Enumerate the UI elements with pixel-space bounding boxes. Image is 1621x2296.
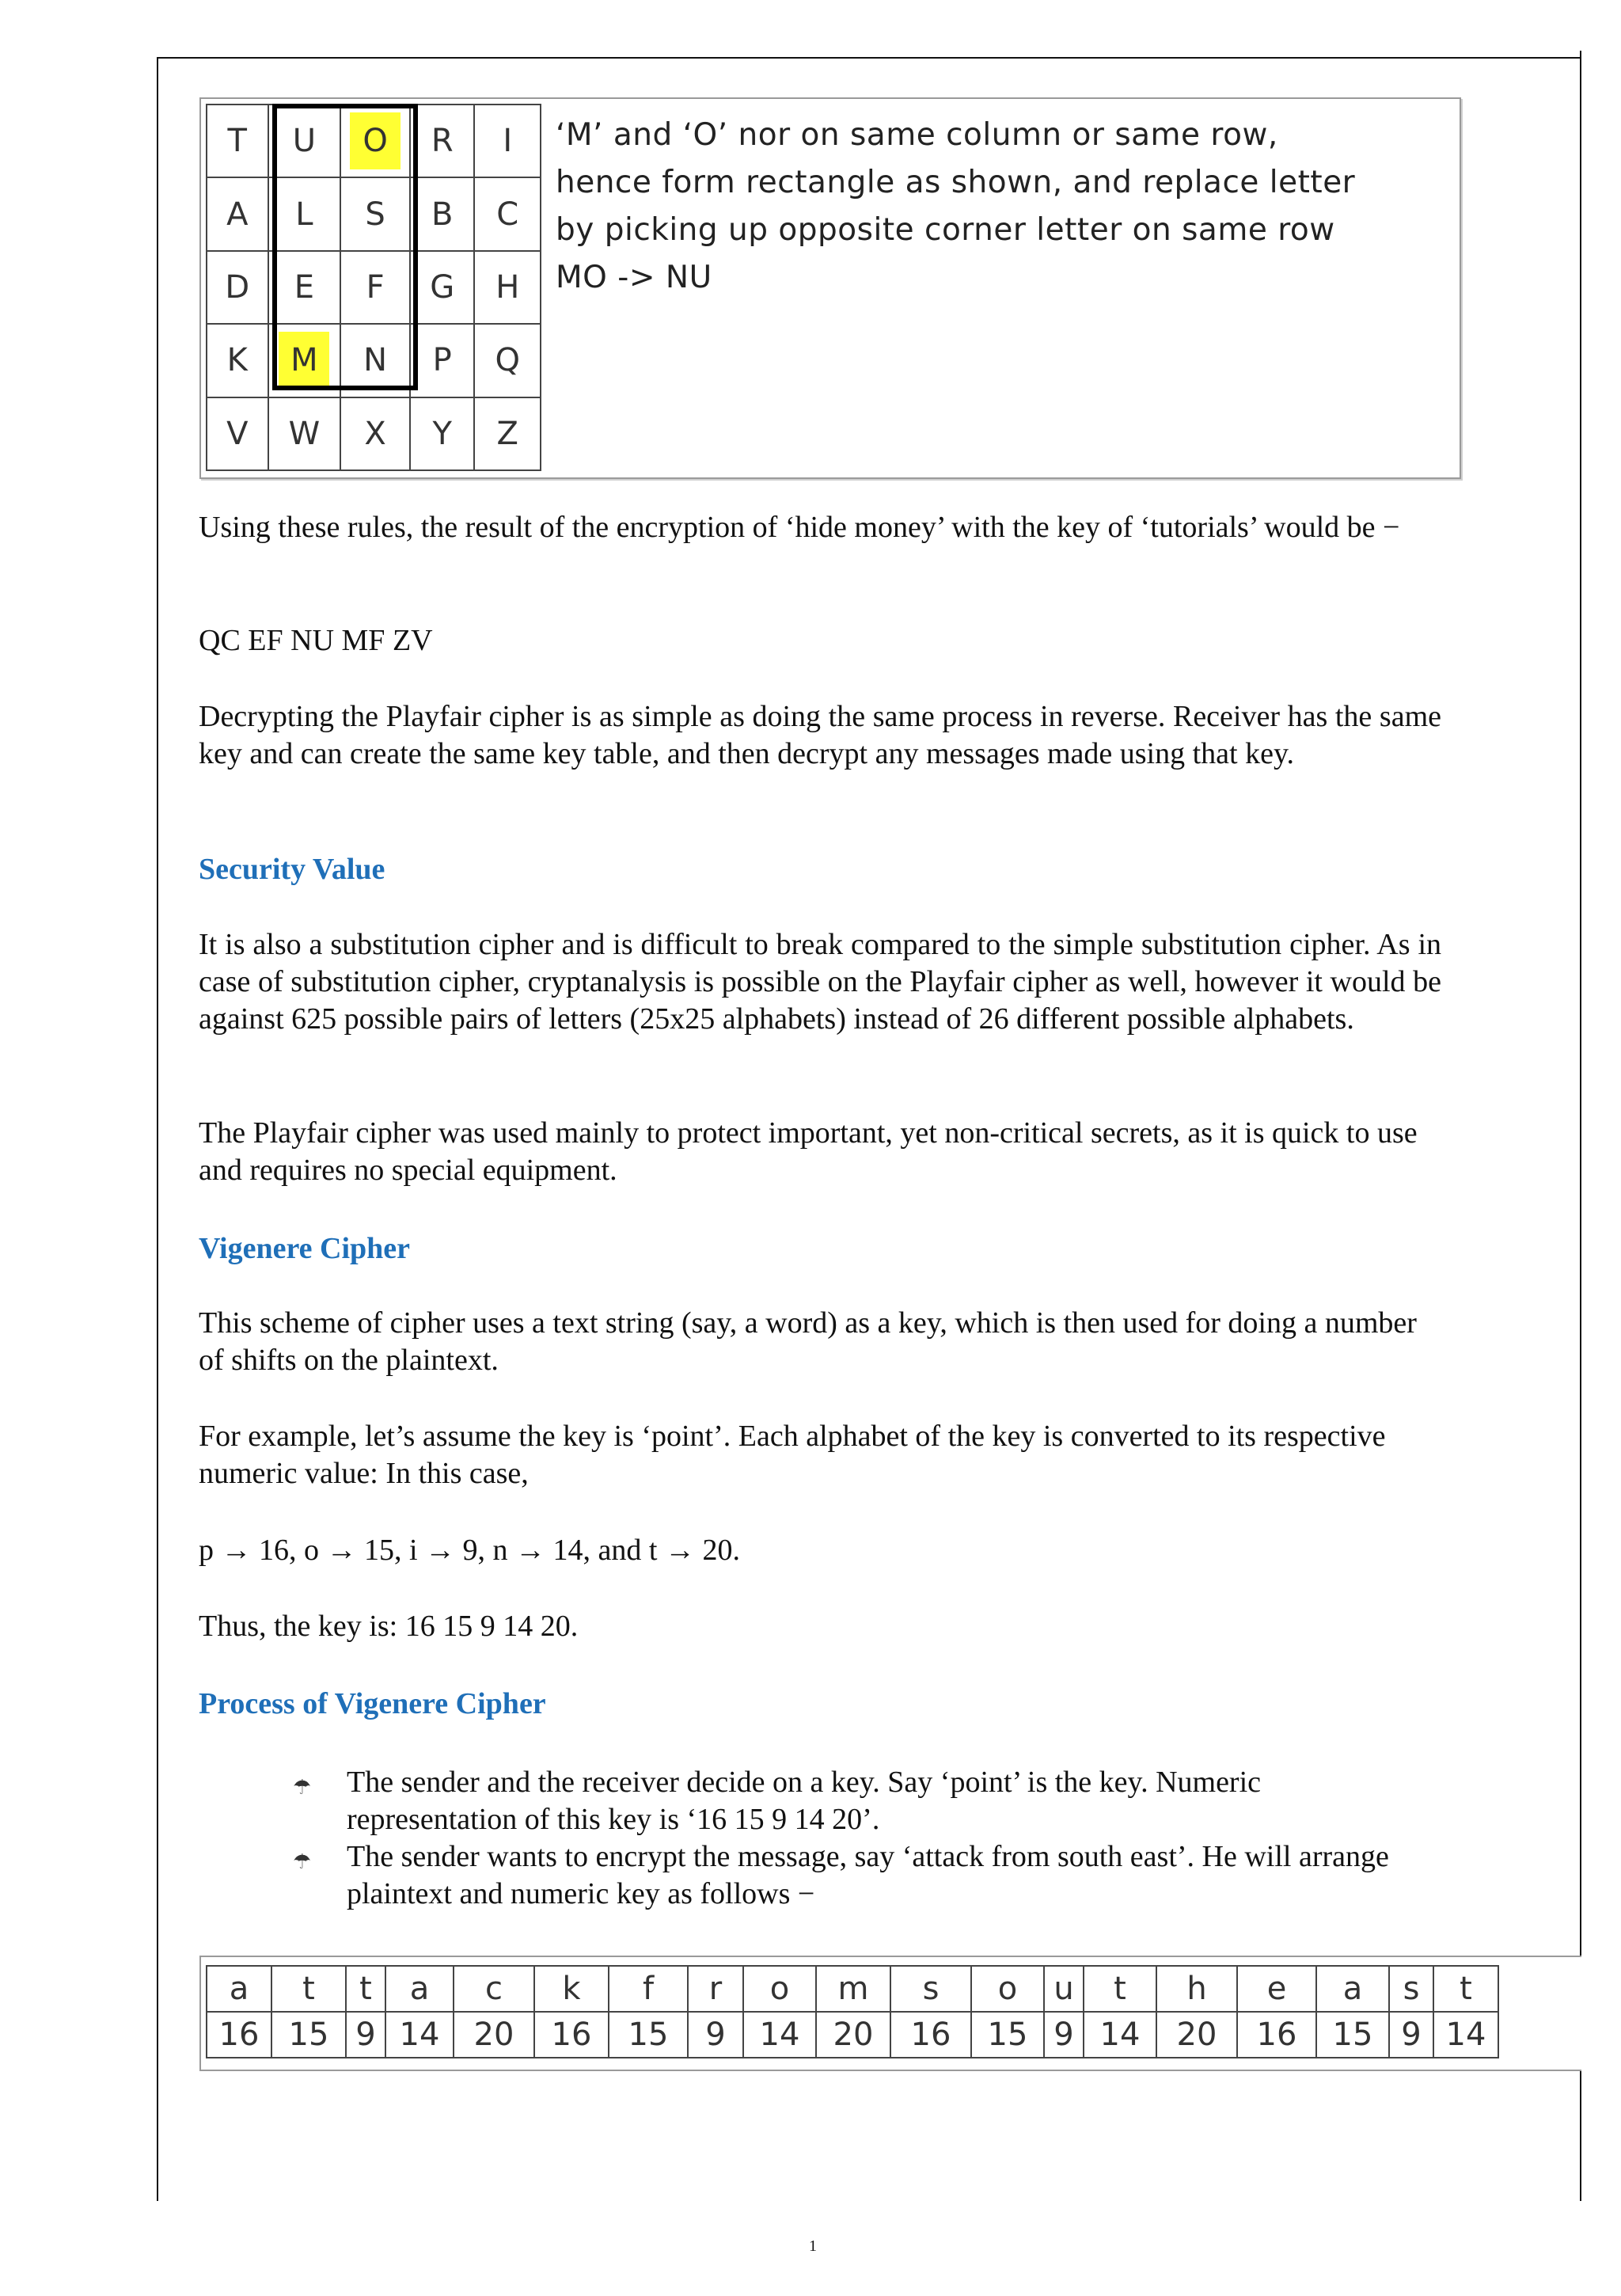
- plaintext-letter-cell: t: [271, 1966, 346, 2012]
- key-number-cell: 16: [207, 2012, 271, 2058]
- key-table-row: [207, 105, 541, 177]
- list-item-text: The sender wants to encrypt the message, say ‘attack from south east’. He will arrange plaintext and numeric key as follows −: [347, 1840, 1389, 1910]
- key-number-cell: 16: [534, 2012, 609, 2058]
- umbrella-bullet-icon: ☂: [293, 1850, 312, 1873]
- key-letter: B: [431, 196, 454, 233]
- key-table-cell: [340, 324, 410, 397]
- key-number-cell: 14: [743, 2012, 816, 2058]
- key-letter: M: [279, 332, 329, 389]
- page-number: 1: [809, 2237, 817, 2255]
- paragraph-security: It is also a substitution cipher and is difficult to break compared to the simple substitution cipher. As in case of substitution cipher, cryptanalysis is possible on the Playfair cipher as well, however it would be against 625 possible pairs of letters (25x25 alphabets) instead of 26 different possible alphabets.: [199, 928, 1441, 1036]
- heading-security-value: Security Value: [199, 853, 385, 886]
- key-table-row: [207, 251, 541, 324]
- plaintext-letter-cell: o: [743, 1966, 816, 2012]
- key-table-row: [207, 177, 541, 250]
- key-numeric: Thus, the key is: 16 15 9 14 20.: [199, 1610, 579, 1643]
- plaintext-letter-cell: h: [1156, 1966, 1237, 2012]
- key-letter: K: [226, 342, 248, 379]
- process-list: [293, 1764, 1401, 1913]
- key-table-cell: [474, 251, 541, 324]
- key-table-cell: [268, 397, 341, 470]
- umbrella-bullet-icon: ☂: [293, 1776, 312, 1799]
- key-number-cell: 14: [1084, 2012, 1156, 2058]
- paragraph-key-example: For example, let’s assume the key is ‘point’. Each alphabet of the key is converted to its respective numeric value: In this case,: [199, 1420, 1386, 1490]
- key-letter: F: [366, 268, 385, 306]
- key-table-cell: [340, 105, 410, 177]
- plaintext-letter-cell: o: [971, 1966, 1044, 2012]
- key-table-cell: [410, 177, 474, 250]
- key-table-row: [207, 324, 541, 397]
- vigenere-plaintext-key-table: [206, 1965, 1499, 2058]
- key-number-cell: 9: [1044, 2012, 1084, 2058]
- key-table-row: [207, 397, 541, 470]
- ciphertext-example: QC EF NU MF ZV: [199, 624, 433, 657]
- key-letter: S: [365, 196, 385, 233]
- key-table-cell: [474, 177, 541, 250]
- plaintext-letter-cell: e: [1237, 1966, 1316, 2012]
- list-item: [293, 1838, 1401, 1913]
- paragraph-decryption: Decrypting the Playfair cipher is as simple as doing the same process in reverse. Receiver has the same key and can create the same key table, and then decrypt any messages made using that key.: [199, 700, 1441, 770]
- key-number-cell: 15: [609, 2012, 688, 2058]
- key-number-cell: 15: [1316, 2012, 1389, 2058]
- note-line: hence form rectangle as shown, and replace letter: [556, 165, 1356, 200]
- key-table-cell: [340, 251, 410, 324]
- key-table-cell: [410, 324, 474, 397]
- plaintext-letter-cell: a: [1316, 1966, 1389, 2012]
- key-number-cell: 14: [1433, 2012, 1498, 2058]
- note-line: ‘M’ and ‘O’ nor on same column or same row,: [556, 117, 1278, 153]
- key-letter: I: [503, 123, 513, 160]
- key-letter: W: [288, 415, 321, 452]
- key-number-row: [207, 2012, 1498, 2058]
- plaintext-letter-cell: t: [1433, 1966, 1498, 2012]
- key-letter: L: [295, 196, 313, 233]
- key-letter: Q: [495, 342, 520, 379]
- key-letter: R: [431, 123, 454, 160]
- key-number-cell: 15: [271, 2012, 346, 2058]
- key-letter: H: [495, 268, 520, 306]
- key-table-cell: [207, 105, 268, 177]
- key-number-cell: 9: [1389, 2012, 1433, 2058]
- key-table-cell: [474, 397, 541, 470]
- key-table-cell: [410, 397, 474, 470]
- key-table-cell: [207, 251, 268, 324]
- paragraph-vigenere-intro: This scheme of cipher uses a text string (say, a word) as a key, which is then used for doing a number of shifts on the plaintext.: [199, 1306, 1417, 1377]
- key-letter: N: [363, 342, 388, 379]
- key-letter: E: [294, 268, 315, 306]
- key-table-cell: [268, 105, 341, 177]
- plaintext-letter-cell: r: [688, 1966, 743, 2012]
- key-table-cell: [474, 105, 541, 177]
- key-mapping: p → 16, o → 15, i → 9, n → 14, and t → 20.: [199, 1534, 740, 1567]
- key-number-cell: 16: [1237, 2012, 1316, 2058]
- key-letter: A: [226, 196, 249, 233]
- key-letter: X: [364, 415, 386, 452]
- key-table-cell: [268, 251, 341, 324]
- key-table-cell: [207, 324, 268, 397]
- playfair-key-table: [206, 104, 541, 471]
- plaintext-letter-cell: s: [890, 1966, 971, 2012]
- plaintext-letter-cell: f: [609, 1966, 688, 2012]
- plaintext-letter-cell: a: [385, 1966, 454, 2012]
- plaintext-letter-cell: c: [454, 1966, 534, 2012]
- note-line: by picking up opposite corner letter on same row: [556, 212, 1335, 248]
- playfair-figure: [199, 97, 1461, 479]
- key-number-cell: 20: [816, 2012, 890, 2058]
- key-number-cell: 20: [1156, 2012, 1237, 2058]
- plaintext-letter-cell: m: [816, 1966, 890, 2012]
- key-letter: G: [430, 268, 455, 306]
- heading-process-vigenere: Process of Vigenere Cipher: [199, 1687, 546, 1720]
- vigenere-figure: [199, 1956, 1581, 2071]
- plaintext-letter-cell: k: [534, 1966, 609, 2012]
- list-item-text: The sender and the receiver decide on a key. Say ‘point’ is the key. Numeric representation of this key is ‘16 15 9 14 20’.: [347, 1766, 1262, 1836]
- playfair-note: [556, 112, 1442, 302]
- key-table-cell: [410, 105, 474, 177]
- key-table-cell: [207, 397, 268, 470]
- key-table-cell: [340, 397, 410, 470]
- key-letter: O: [350, 112, 401, 169]
- key-letter: T: [227, 123, 247, 160]
- key-letter: Z: [496, 415, 518, 452]
- page-frame-top: [157, 57, 1580, 59]
- key-table-cell: [268, 177, 341, 250]
- plaintext-letter-cell: t: [1084, 1966, 1156, 2012]
- plaintext-letter-cell: u: [1044, 1966, 1084, 2012]
- page-frame-left: [157, 57, 158, 2201]
- key-number-cell: 16: [890, 2012, 971, 2058]
- key-letter: D: [225, 268, 250, 306]
- paragraph-playfair-usage: The Playfair cipher was used mainly to protect important, yet non-critical secrets, as it is quick to use and requires no special equipment.: [199, 1116, 1418, 1187]
- plaintext-letter-cell: t: [346, 1966, 385, 2012]
- key-letter: P: [432, 342, 452, 379]
- key-letter: U: [292, 123, 317, 160]
- key-number-cell: 9: [346, 2012, 385, 2058]
- key-table-cell: [207, 177, 268, 250]
- key-table-cell: [410, 251, 474, 324]
- key-letter: Y: [432, 415, 452, 452]
- key-table-cell: [268, 324, 341, 397]
- key-number-cell: 14: [385, 2012, 454, 2058]
- key-number-cell: 9: [688, 2012, 743, 2058]
- key-number-cell: 20: [454, 2012, 534, 2058]
- plaintext-letter-cell: a: [207, 1966, 271, 2012]
- key-table-cell: [340, 177, 410, 250]
- key-number-cell: 15: [971, 2012, 1044, 2058]
- plaintext-letter-cell: s: [1389, 1966, 1433, 2012]
- key-letter: C: [496, 196, 519, 233]
- paragraph-encryption-result: Using these rules, the result of the encryption of ‘hide money’ with the key of ‘tutorials’ would be −: [199, 511, 1400, 544]
- note-line: MO -> NU: [556, 260, 712, 295]
- key-table-cell: [474, 324, 541, 397]
- heading-vigenere-cipher: Vigenere Cipher: [199, 1232, 411, 1265]
- list-item: [293, 1764, 1401, 1838]
- plaintext-row: [207, 1966, 1498, 2012]
- key-letter: V: [226, 415, 249, 452]
- page-frame-right: [1580, 51, 1581, 2201]
